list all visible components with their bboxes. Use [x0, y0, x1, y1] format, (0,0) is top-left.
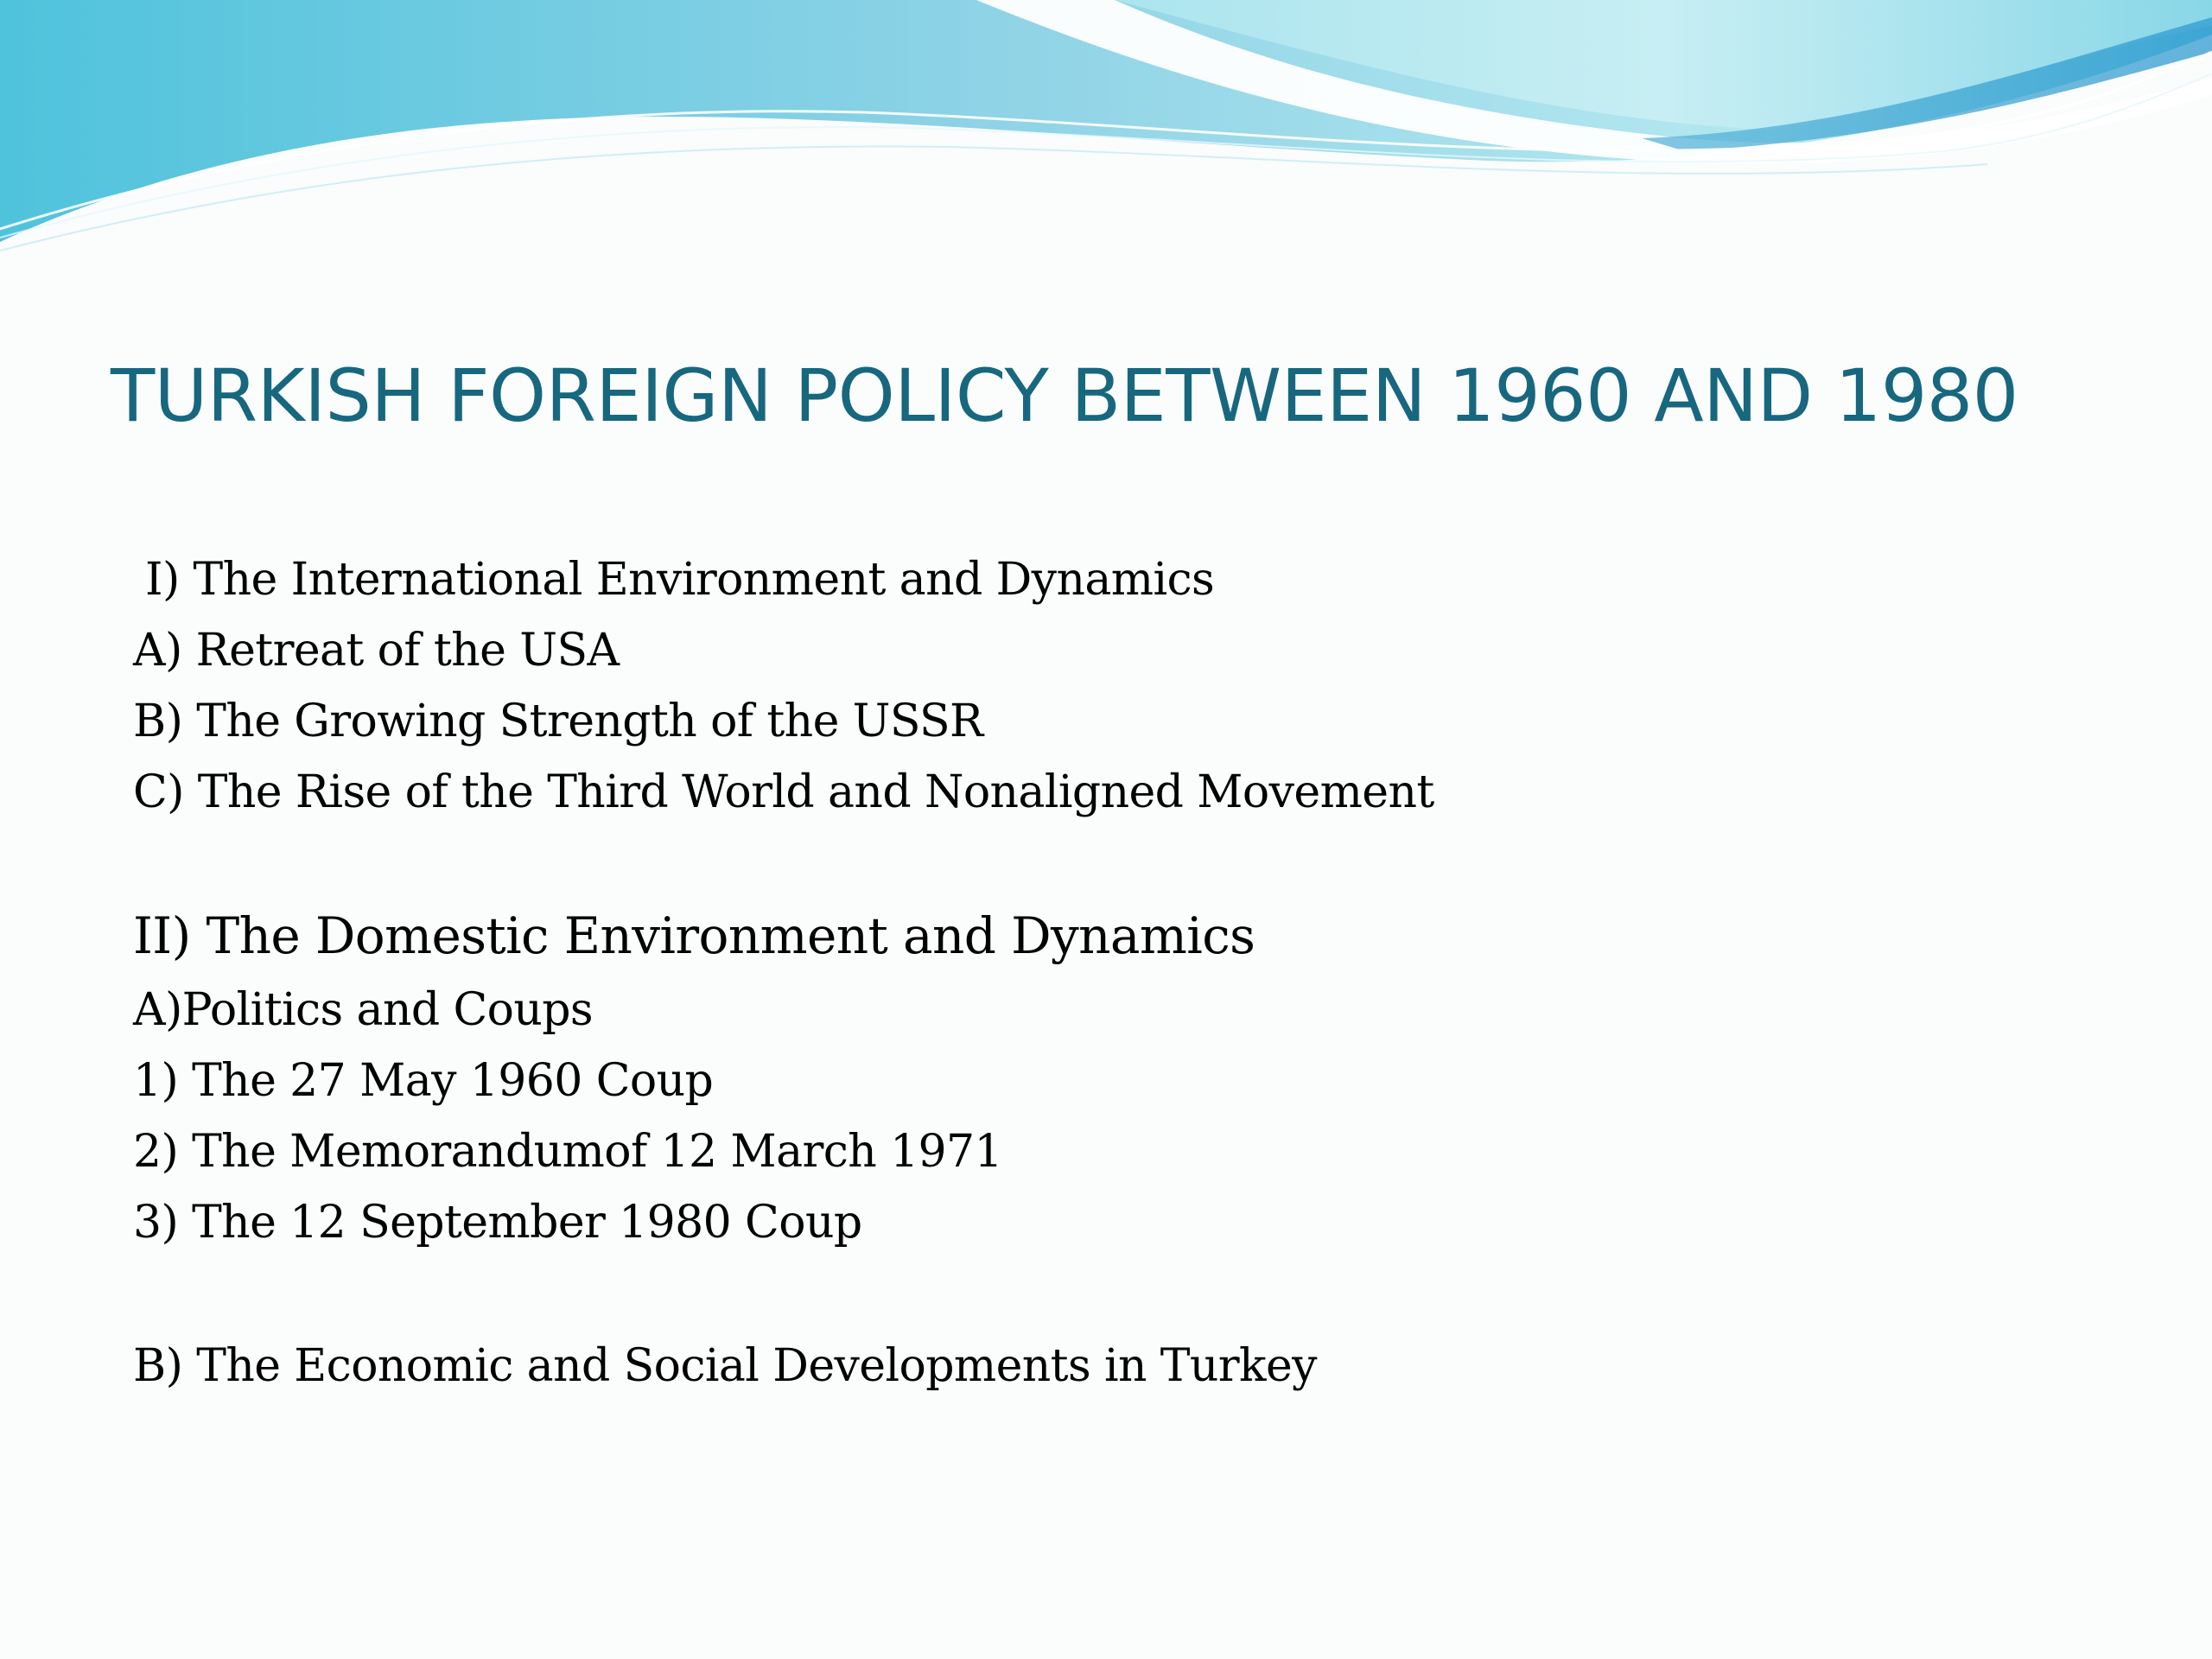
- section-one-item: C) The Rise of the Third World and Nonaligned Movement: [133, 766, 1434, 818]
- section-two-subheading: A)Politics and Coups: [133, 984, 594, 1036]
- header-wave-decoration: [0, 0, 2212, 259]
- section-two-closing: B) The Economic and Social Developments in Turkey: [133, 1340, 1317, 1392]
- section-one-heading: I) The International Environment and Dynamics: [145, 554, 1215, 606]
- slide-title: TURKISH FOREIGN POLICY BETWEEN 1960 AND 1980: [111, 353, 2018, 438]
- section-two-heading: II) The Domestic Environment and Dynamics: [133, 906, 1255, 965]
- section-one-item: A) Retreat of the USA: [133, 625, 620, 677]
- section-two-item: 1) The 27 May 1960 Coup: [133, 1055, 714, 1107]
- section-one-item: B) The Growing Strength of the USSR: [133, 696, 983, 747]
- section-two-item: 2) The Memorandumof 12 March 1971: [133, 1126, 1003, 1178]
- spacer: [133, 1258, 2120, 1331]
- slide-content: [133, 544, 2120, 1402]
- section-two-item: 3) The 12 September 1980 Coup: [133, 1197, 862, 1249]
- spacer: [133, 828, 2120, 897]
